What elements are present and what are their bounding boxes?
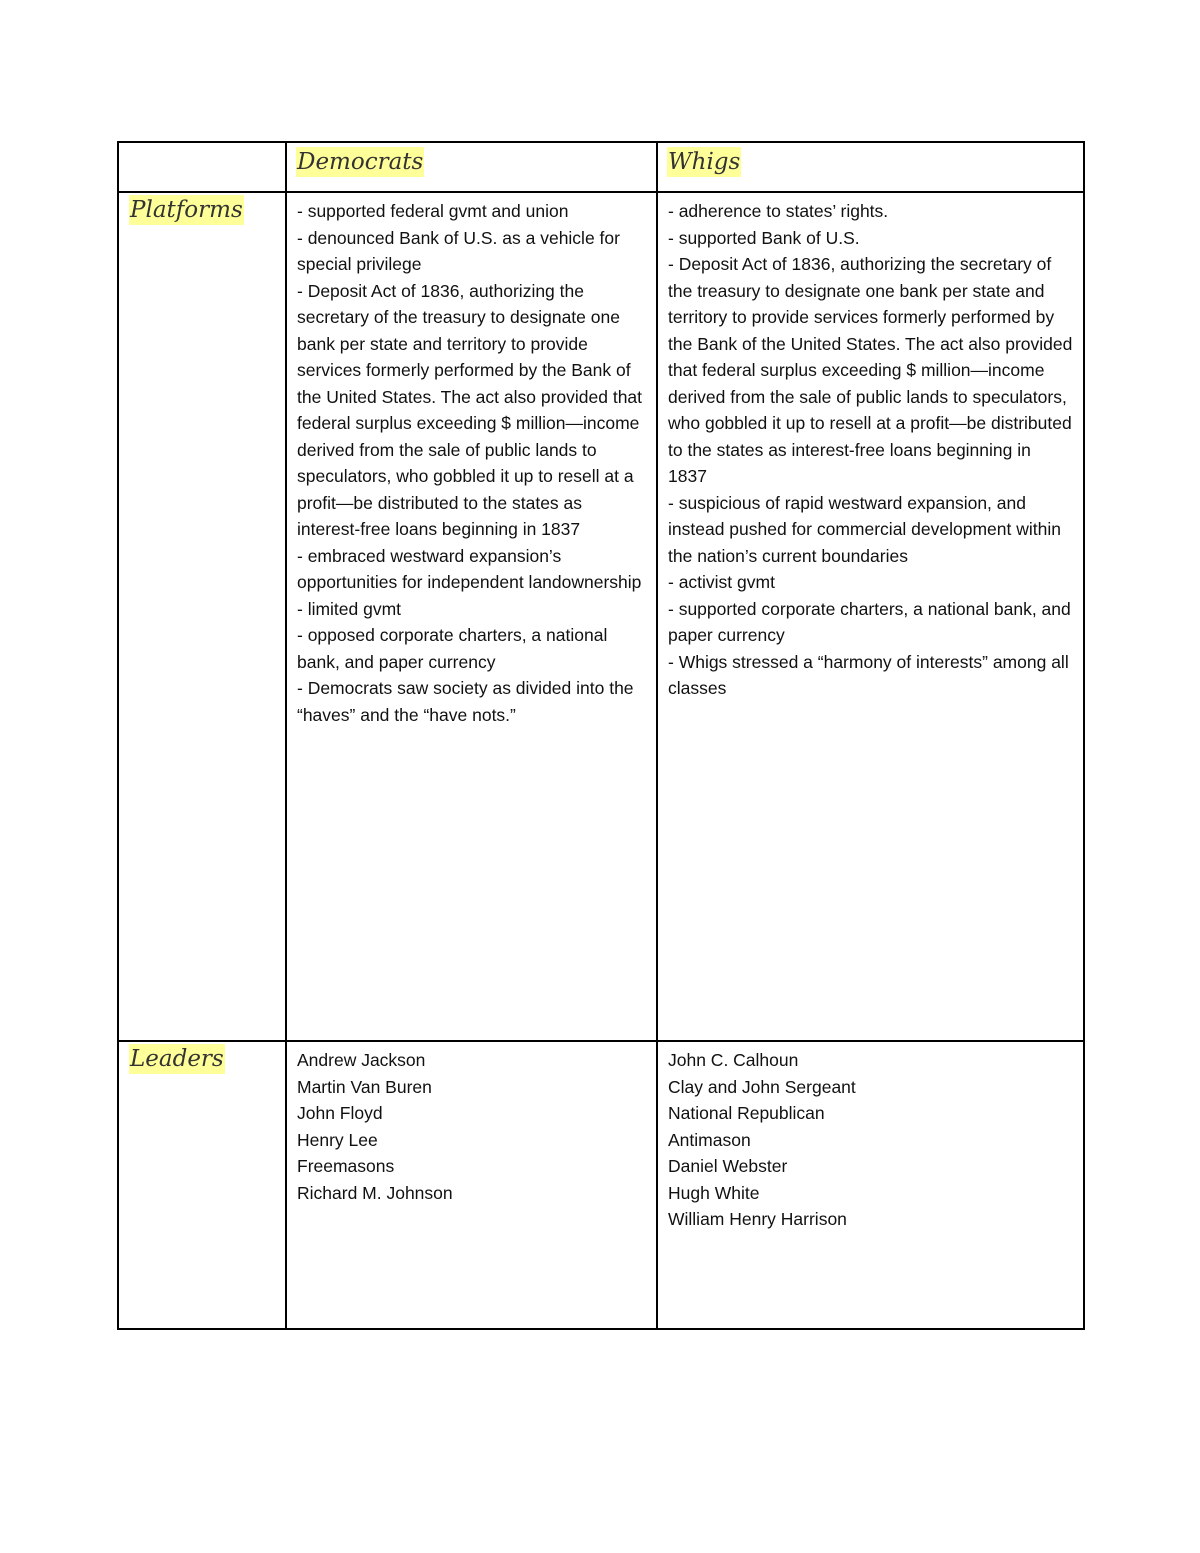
whigs-platform-item: - activist gvmt <box>668 572 775 592</box>
democrats-platform-item: - limited gvmt <box>297 598 402 619</box>
democrats-heading: Democrats <box>297 149 424 175</box>
whigs-leader: William Henry Harrison <box>668 1209 847 1229</box>
whigs-heading: Whigs <box>668 149 741 175</box>
whigs-platform-item: - adherence to states’ rights. <box>668 201 889 221</box>
democrats-leader: Andrew Jackson <box>297 1050 426 1070</box>
democrats-platform-list <box>287 193 656 728</box>
platforms-row <box>118 192 1084 1041</box>
whigs-leader: Clay and John Sergeant <box>668 1076 856 1097</box>
header-row <box>118 142 1084 192</box>
democrats-platform-item: - opposed corporate charters, a national bank, and paper currency <box>297 625 608 672</box>
whigs-leader: Antimason <box>668 1129 751 1150</box>
democrats-leader: Martin Van Buren <box>297 1076 432 1097</box>
democrats-leader-list <box>287 1042 656 1206</box>
democrats-platform-item: - Deposit Act of 1836, authorizing the secretary of the treasury to designate one bank per state and territory to provide services formerly performed by the Bank of the United States. The act also provided that federal surplus exceeding $ million—income derived from the sale of public lands to speculators, who gobbled it up to resell at a profit—be distributed to the states as interest-free loans beginning in 1837 <box>297 280 643 539</box>
democrats-platform-item: - supported federal gvmt and union <box>297 201 569 221</box>
comparison-table <box>117 141 1085 1330</box>
whigs-platforms-cell <box>657 192 1084 1041</box>
whigs-leader-list <box>658 1042 1083 1233</box>
whigs-platform-item: - supported corporate charters, a national bank, and paper currency <box>668 598 1071 645</box>
democrats-platform-item: - denounced Bank of U.S. as a vehicle for special privilege <box>297 227 620 274</box>
whigs-platform-item: - suspicious of rapid westward expansion, and instead pushed for commercial development within the nation’s current boundaries <box>668 492 1061 566</box>
whigs-platform-item: - supported Bank of U.S. <box>668 227 860 248</box>
whigs-leader: Hugh White <box>668 1182 760 1203</box>
whigs-header-cell <box>657 142 1084 192</box>
democrats-platforms-cell <box>286 192 657 1041</box>
platforms-label: Platforms <box>130 197 243 223</box>
leaders-label-cell <box>118 1041 286 1329</box>
leaders-label: Leaders <box>130 1046 224 1072</box>
whigs-platform-item: - Whigs stressed a “harmony of interests” among all classes <box>668 651 1069 698</box>
democrats-leader: Henry Lee <box>297 1129 378 1150</box>
corner-cell <box>118 142 286 192</box>
democrats-leader: Freemasons <box>297 1156 395 1176</box>
whigs-platform-list <box>658 193 1083 702</box>
whigs-leaders-cell <box>657 1041 1084 1329</box>
whigs-leader: Daniel Webster <box>668 1156 788 1176</box>
leaders-row <box>118 1041 1084 1329</box>
platforms-label-cell <box>118 192 286 1041</box>
whigs-platform-item: - Deposit Act of 1836, authorizing the secretary of the treasury to designate one bank per state and territory to provide services formerly performed by the Bank of the United States. The act also provided that federal surplus exceeding $ million—income derived from the sale of public lands to speculators, who gobbled it up to resell at a profit—be distributed to the states as interest-free loans beginning in 1837 <box>668 254 1073 486</box>
democrats-leader: Richard M. Johnson <box>297 1182 453 1203</box>
whigs-leader: National Republican <box>668 1103 825 1123</box>
democrats-header-cell <box>286 142 657 192</box>
democrats-leaders-cell <box>286 1041 657 1329</box>
democrats-platform-item: - embraced westward expansion’s opportunities for independent landownership <box>297 545 642 592</box>
whigs-leader: John C. Calhoun <box>668 1050 799 1070</box>
democrats-platform-item: - Democrats saw society as divided into the “haves” and the “have nots.” <box>297 678 634 725</box>
democrats-leader: John Floyd <box>297 1103 383 1123</box>
